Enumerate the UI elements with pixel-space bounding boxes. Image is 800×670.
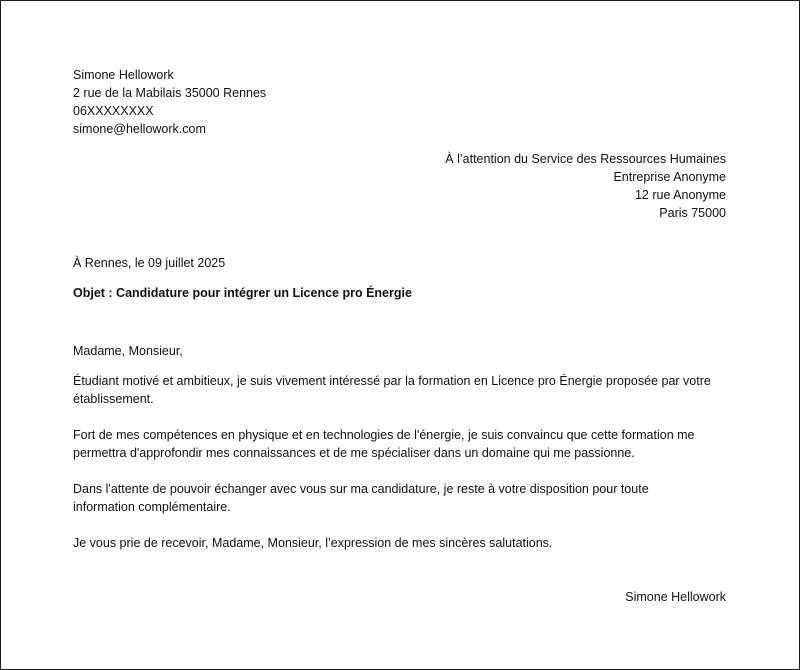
- date-line: À Rennes, le 09 juillet 2025: [73, 256, 226, 270]
- paragraph: [73, 426, 733, 462]
- recipient-city: Paris 75000: [659, 206, 726, 220]
- closing-formula: Je vous prie de recevoir, Madame, Monsieur, l’expression de mes sincères salutations.: [73, 536, 553, 550]
- sender-name: Simone Hellowork: [73, 68, 174, 82]
- recipient-street: 12 rue Anonyme: [634, 188, 726, 202]
- paragraph-line: Dans l'attente de pouvoir échanger avec vous sur ma candidature, je reste à votre disposition pour toute: [73, 482, 649, 496]
- paragraph-line: établissement.: [73, 392, 154, 406]
- paragraph: [73, 480, 733, 516]
- sender-email: simone@hellowork.com: [73, 122, 206, 136]
- sender-address: 2 rue de la Mabilais 35000 Rennes: [73, 86, 267, 100]
- salutation: Madame, Monsieur,: [73, 344, 183, 358]
- subject-line: Objet : Candidature pour intégrer un Licence pro Énergie: [73, 286, 412, 300]
- paragraph-line: Étudiant motivé et ambitieux, je suis vivement intéressé par la formation en Licence pro Énergie proposée par votre: [73, 374, 711, 388]
- sender-phone: 06XXXXXXXX: [73, 104, 154, 118]
- paragraph-line: information complémentaire.: [73, 500, 231, 514]
- signature: Simone Hellowork: [625, 590, 726, 604]
- recipient-block: [445, 150, 726, 222]
- recipient-attention: À l’attention du Service des Ressources Humaines: [445, 152, 726, 166]
- recipient-company: Entreprise Anonyme: [613, 170, 726, 184]
- paragraph: [73, 372, 733, 408]
- paragraph-line: permettra d'approfondir mes connaissances et de me spécialiser dans un domaine qui me passionne.: [73, 446, 635, 460]
- paragraph-line: Fort de mes compétences en physique et en technologies de l'énergie, je suis convaincu que cette formation me: [73, 428, 695, 442]
- sender-block: [73, 66, 266, 138]
